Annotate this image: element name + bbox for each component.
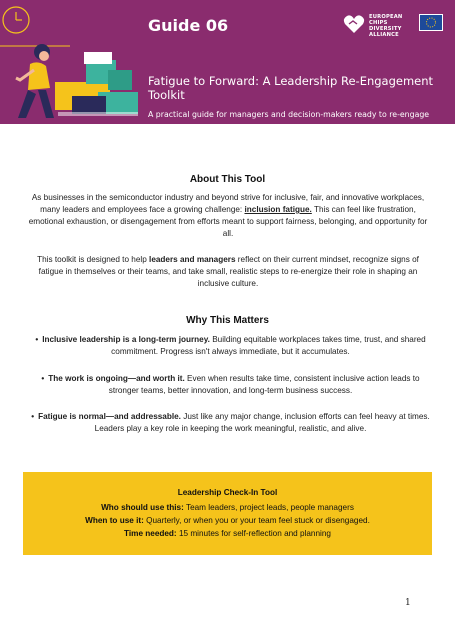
alliance-logo — [343, 12, 443, 42]
eu-flag-icon — [419, 14, 443, 31]
about-heading: About This Tool — [189, 174, 266, 185]
check-in-who: Who should use this: Team leaders, project leads, people managers — [101, 503, 354, 512]
logo-text: EUROPEAN CHIPS DIVERSITY ALLIANCE — [369, 14, 403, 38]
document-subtitle: A practical guide for managers and decision-makers ready to re-engage — [148, 110, 430, 119]
heart-logo-icon — [343, 13, 365, 35]
list-item: • The work is ongoing—and worth it. Even when results take time, consistent inclusive action leads to stronger teams, better innovation, and long-term business success. — [41, 374, 420, 395]
check-in-title: Leadership Check-In Tool — [177, 488, 278, 497]
about-paragraph-2: This toolkit is designed to help leaders and managers reflect on their current mindset, recognize signs of fatigue in themselves or their teams, and take small, realistic steps to re-energize their role in shaping an inclusive culture. — [37, 255, 419, 288]
check-in-when: When to use it: Quarterly, or when you or your team feel stuck or disengaged. — [85, 516, 370, 525]
leader-illustration — [0, 0, 150, 124]
guide-label: Guide 06 — [148, 16, 229, 35]
about-paragraph-1: As businesses in the semiconductor industry and beyond strive for inclusive, fair, and innovative workplaces, many leaders and employees face a growing challenge: inclusion fatigue. This can feel like frustration, emotional exhaustion, or disengagement from efforts meant to support fairness, belonging, and opportunity for all. — [28, 193, 428, 238]
list-item: • Fatigue is normal—and addressable. Just like any major change, inclusion efforts can feel heavy at times. Leaders play a key role in keeping the work meaningful, realistic, and alive. — [31, 412, 430, 433]
page-number: 1 — [405, 598, 411, 608]
check-in-box — [23, 472, 432, 555]
check-in-time: Time needed: 15 minutes for self-reflection and planning — [124, 529, 331, 538]
list-item: • Inclusive leadership is a long-term journey. Building equitable workplaces takes time, trust, and shared commitment. Progress isn't always immediate, but it accumulates. — [35, 335, 426, 356]
inclusion-fatigue-term: inclusion fatigue. — [244, 205, 312, 214]
document-title: Fatigue to Forward: A Leadership Re-Engagement Toolkit — [148, 74, 434, 102]
why-heading: Why This Matters — [186, 315, 269, 326]
header-banner — [0, 0, 455, 124]
